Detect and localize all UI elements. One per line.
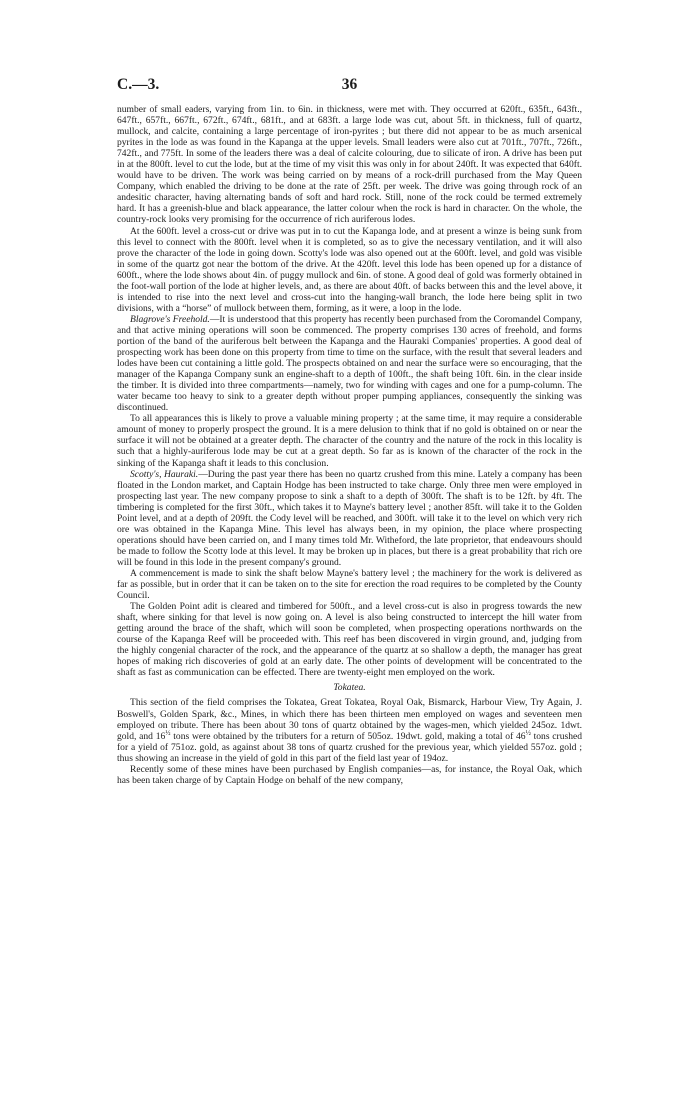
fraction: ½ — [525, 728, 531, 737]
document-reference: C.—3. — [117, 76, 160, 93]
paragraph: Recently some of these mines have been purchased by English companies—as, for instance, the Royal Oak, which has been taken charge of by Captain Hodge on behalf of the new company, — [117, 763, 582, 786]
paragraph-text: tons crushed for a yield of 751oz. gold, as against about 38 tons of quartz crushed for the previous year, which yielded 557oz. gold ; thus showing an increase in the yield of gold in this part of the field last year of 194oz. — [117, 730, 582, 764]
paragraph-title: Blagrove's Freehold. — [130, 313, 210, 325]
section-heading: Tokatea. — [333, 682, 366, 694]
page-header — [117, 76, 582, 98]
paragraph: To all appearances this is likely to prove a valuable mining property ; at the same time, it may require a considerable amount of money to properly prospect the ground. It is a mere delusion to think that if no gold is obtained on or near the surface it will not be obtained at a greater depth. The character of the country and the nature of the rock in this locality is such that a highly-auriferous lode may be cut at a great depth. So far as is known of the character of the rock in the sinking of the Kapanga shaft it leads to this conclusion. — [117, 413, 582, 469]
paragraph-tokatea — [117, 697, 582, 763]
paragraph: number of small eaders, varying from 1in. to 6in. in thickness, were met with. They occurred at 620ft., 635ft., 643ft., 647ft., 657ft., 667ft., 672ft., 674ft., 681ft., and at 683ft. a large lode was cut, about 5ft. in thickness, full of quartz, mullock, and calcite, containing a large percentage of iron-pyrites ; but there did not appear to be as much arsenical pyrites in the lode as was found in the Kapanga at the upper levels. Small leaders were also cut at 701ft., 707ft., 726ft., 742ft., and 775ft. In some of the leaders there was a deal of calcite colouring, due to silicate of iron. A drive has been put in at the 800ft. level to cut the lode, but at the time of my visit this was only in for about 240ft. It was expected that 640ft. would have to be driven. The work was being carried on by means of a rock-drill purchased from the May Queen Company, which enabled the driving to be done at the rate of 25ft. per week. The drive was going through rock of an andesitic character, having alternating bands of soft and hard rock. Still, none of the rock could be termed extremely hard. It has a greenish-blue and black appearance, the latter colour when the rock is hard in character. On the whole, the country-rock looks very promising for the occurrence of rich auriferous lodes. — [117, 104, 582, 226]
body-text — [117, 104, 582, 786]
paragraph-text: tons were obtained by the tributers for a return of 505oz. 19dwt. gold, making a total of 46 — [170, 730, 526, 742]
paragraph-blagroves-freehold — [117, 314, 582, 413]
paragraph: A commencement is made to sink the shaft below Mayne's battery level ; the machinery for the work is delivered as far as possible, but in order that it can be taken on to the site for erection the road requires to be completed by the County Council. — [117, 567, 582, 602]
paragraph-scottys-hauraki — [117, 469, 582, 568]
paragraph-text: This section of the field comprises the Tokatea, Great Tokatea, Royal Oak, Bismarck, Harbour View, Try Again, J. Boswell's, Golden Spark, &c., Mines, in which there has been thirteen men employed on wages and seventeen men employed on tribute. There has been about 30 tons of quartz obtained by the wages-men, which yielded 245oz. 1dwt. gold, and 16 — [117, 697, 582, 742]
page-number: 36 — [341, 76, 358, 93]
fraction: ½ — [165, 728, 171, 737]
paragraph-title: Scotty's, Hauraki. — [130, 468, 199, 480]
paragraph: At the 600ft. level a cross-cut or drive was put in to cut the Kapanga lode, and at present a winze is being sunk from this level to connect with the 800ft. level when it is completed, so as to give the necessary ventilation, and it will also prove the character of the lode in going down. Scotty's lode was also opened out at the 600ft. level, and gold was visible in some of the quartz got near the bottom of the drive. At the 420ft. level this lode has been opened up for a distance of 600ft., where the lode shows about 4in. of puggy mullock and 6in. of stone. A good deal of gold was formerly obtained in the foot-wall portion of the lode at higher levels, and, as there are about 40ft. of backs between this and the level above, it is intended to rise into the next level and cross-cut into the hanging-wall branch, the lode here being split in two divisions, with a “horse” of mullock between them, forming, as it were, a loop in the lode. — [117, 225, 582, 314]
paragraph-text: —It is understood that this property has recently been purchased from the Coromandel Company, and that active mining operations will soon be commenced. The property comprises 130 acres of freehold, and forms portion of the band of the auriferous belt between the Kapanga and the Hauraki Companies' properties. A good deal of prospecting work has been done on this property from time to time on the surface, with the result that several leaders and lodes have been cut containing a little gold. The prospects obtained on and near the surface were so encouraging, that the manager of the Kapanga Company sunk an engine-shaft to a depth of 100ft., the shaft being 10ft. 6in. in the clear inside the timber. It is divided into three compartments—namely, two for winding with cages and one for a pump-column. The water became too heavy to sink to a greater depth without proper pumping appliances, consequently the sinking was discontinued. — [117, 313, 583, 414]
paragraph: The Golden Point adit is cleared and timbered for 500ft., and a level cross-cut is also in progress towards the new shaft, where sinking for that level is now going on. A level is also being constructed to intercept the hill water from getting around the brace of the shaft, which will soon be completed, when prospecting operations northwards on the course of the Kapanga Reef will be proceeded with. This reef has been discovered in virgin ground, and, judging from the highly congenial character of the rock, and the appearance of the quartz at so shallow a depth, the manager has great hopes of making rich discoveries of gold at an early date. The other points of development will be concentrated to the shaft as fast as communication can be effected. There are twenty-eight men employed on the work. — [117, 601, 582, 679]
paragraph-text: —During the past year there has been no quartz crushed from this mine. Lately a company has been floated in the London market, and Captain Hodge has been instructed to take charge. Only three men were employed in prospecting last year. The new company propose to sink a shaft to a depth of 300ft. The shaft is to be 12ft. by 4ft. The timbering is completed for the first 30ft., which takes it to Mayne's battery level ; another 85ft. will take it to the Golden Point level, and at a depth of 209ft. the Cody level will be reached, and 300ft. will take it to the level on which very rich ore was obtained in the Kapanga Mine. This level has always been, in my opinion, the place where prospecting operations should have been carried on, and I many times told Mr. Witheford, the late proprietor, that endeavours should be made to follow the Scotty lode at this level. It may be broken up in places, but there is a great probability that rich ore will be found in this lode in the present company's ground. — [117, 468, 582, 568]
